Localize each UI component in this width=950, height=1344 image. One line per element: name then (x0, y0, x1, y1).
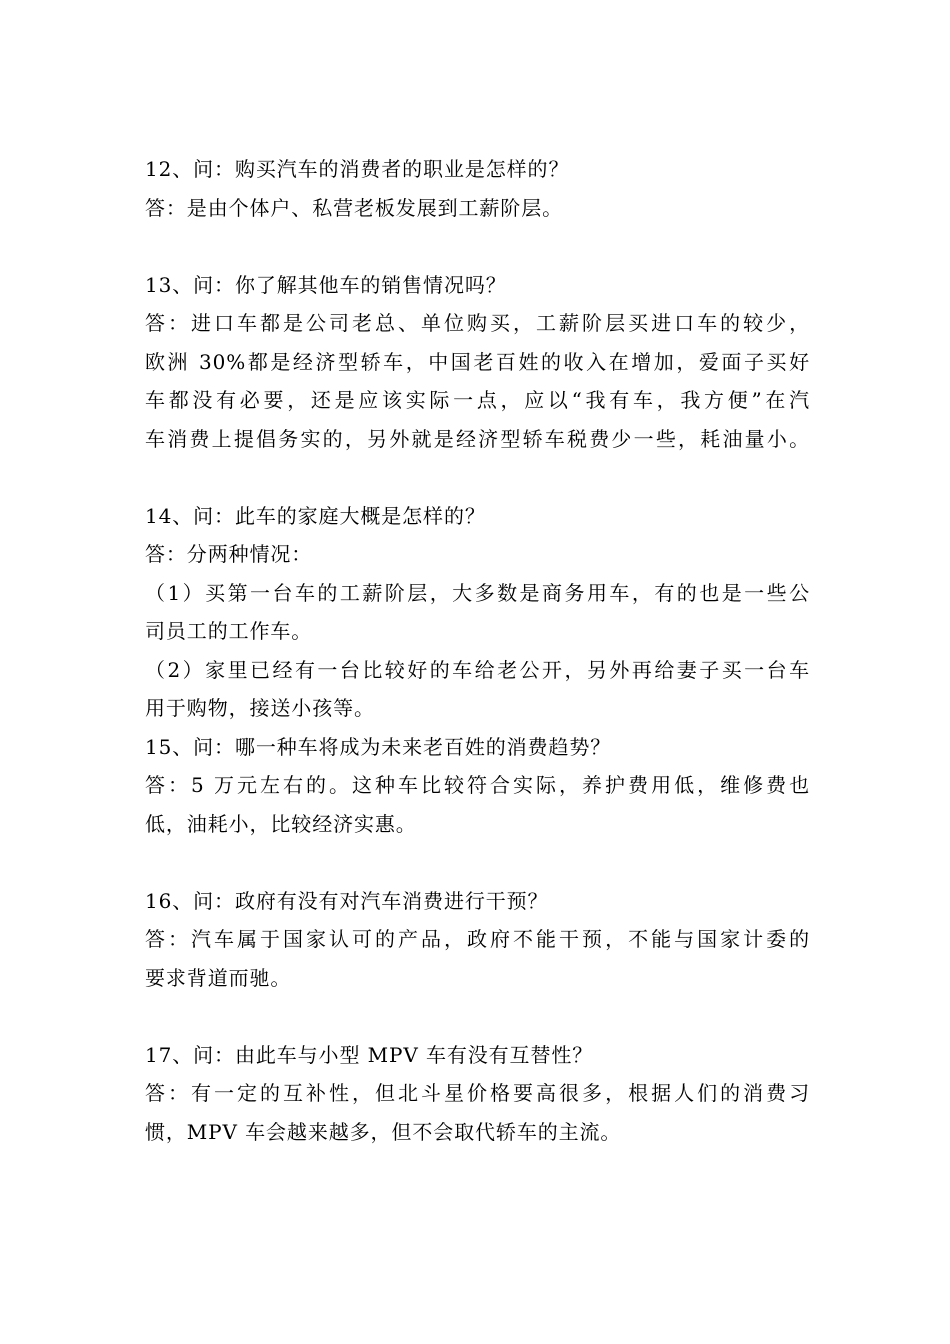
question-16: 16、问：政府有没有对汽车消费进行干预？ (145, 888, 549, 913)
answer-17-line-2: 惯，MPV 车会越来越多，但不会取代轿车的主流。 (145, 1119, 622, 1144)
answer-14-line-5: 用于购物，接送小孩等。 (145, 696, 375, 720)
answer-15-line-1: 答：5 万元左右的。这种车比较符合实际，养护费用低，维修费也 (145, 773, 810, 797)
answer-14-line-3: 司员工的工作车。 (145, 619, 313, 643)
answer-14-line-4: （2）家里已经有一台比较好的车给老公开，另外再给妻子买一台车 (145, 657, 810, 682)
answer-13-line-4: 车消费上提倡务实的，另外就是经济型轿车税费少一些，耗油量小。 (145, 426, 810, 451)
answer-13-line-1: 答：进口车都是公司老总、单位购买，工薪阶层买进口车的较少， (145, 311, 810, 335)
answer-15-line-2: 低，油耗小，比较经济实惠。 (145, 811, 417, 836)
question-14: 14、问：此车的家庭大概是怎样的？ (145, 503, 486, 528)
answer-17-line-1: 答：有一定的互补性，但北斗星价格要高很多，根据人们的消费习 (145, 1081, 810, 1105)
paragraph-gap (145, 843, 810, 882)
document-body (145, 150, 810, 1151)
answer-16-line-1: 答：汽车属于国家认可的产品，政府不能干预，不能与国家计委的 (145, 927, 810, 951)
answer-13-line-2: 欧洲 30%都是经济型轿车，中国老百姓的收入在增加，爱面子买好 (145, 349, 810, 374)
answer-14-line-1: 答：分两种情况： (145, 542, 313, 566)
paragraph-gap (145, 458, 810, 497)
question-17: 17、问：由此车与小型 MPV 车有没有互替性？ (145, 1042, 594, 1067)
answer-12: 答：是由个体户、私营老板发展到工薪阶层。 (145, 195, 563, 220)
question-12: 12、问：购买汽车的消费者的职业是怎样的？ (145, 157, 570, 181)
paragraph-gap (145, 227, 810, 266)
answer-13-line-3: 车都没有必要，还是应该实际一点，应以“我有车，我方便”在汽 (145, 388, 810, 412)
answer-16-line-2: 要求背道而驰。 (145, 965, 292, 990)
question-13: 13、问：你了解其他车的销售情况吗？ (145, 272, 507, 297)
paragraph-gap (145, 997, 810, 1036)
answer-14-line-2: （1）买第一台车的工薪阶层，大多数是商务用车，有的也是一些公 (145, 580, 810, 605)
question-15: 15、问：哪一种车将成为未来老百姓的消费趋势？ (145, 734, 612, 759)
